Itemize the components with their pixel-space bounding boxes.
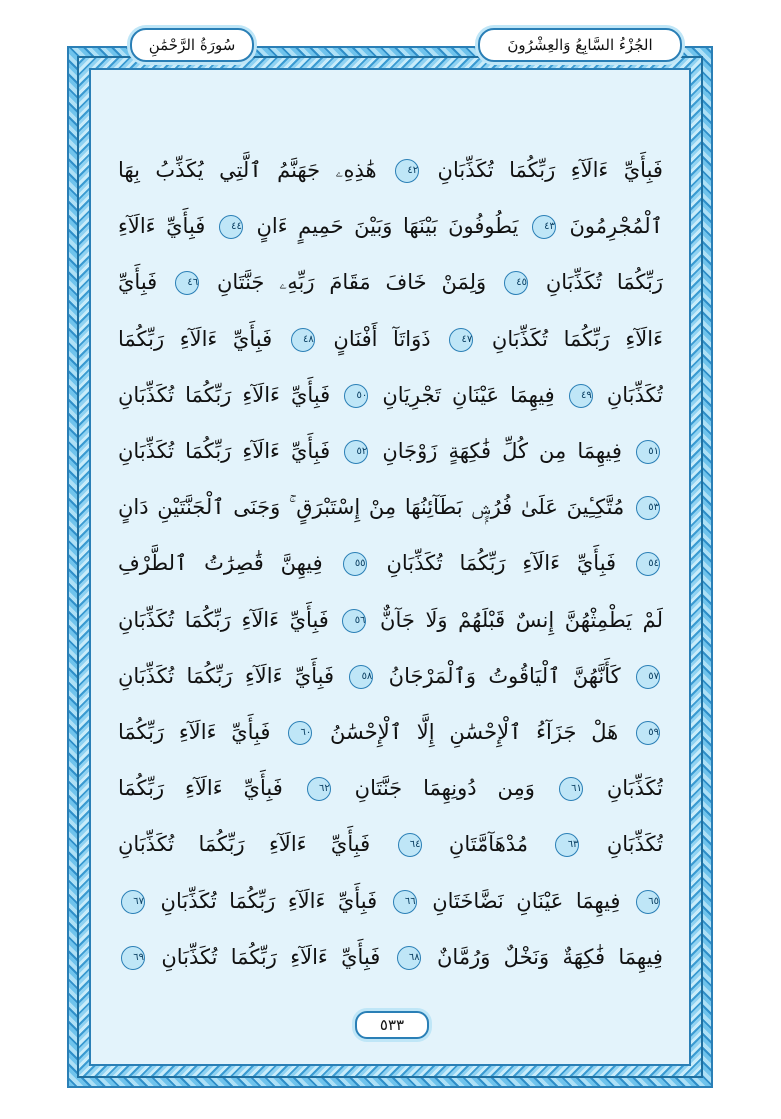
text-line bbox=[118, 426, 663, 476]
verse-text: وَلِمَنْ خَافَ مَقَامَ رَبِّهِۦ جَنَّتَانِ bbox=[216, 270, 487, 295]
text-line bbox=[118, 876, 663, 926]
verse-text: ءَالَآءِ رَبِّكُمَا تُكَذِّبَانِ bbox=[491, 326, 663, 351]
text-line bbox=[118, 932, 663, 982]
text-line bbox=[118, 482, 663, 532]
verse-text: فَبِأَيِّ ءَالَآءِ bbox=[118, 214, 206, 239]
verse-text: فَبِأَيِّ ءَالَآءِ رَبِّكُمَا bbox=[118, 720, 271, 744]
verse-text: فِيهِمَا مِن كُلِّ فَٰكِهَةٍ زَوْجَانِ bbox=[382, 439, 622, 463]
text-line bbox=[118, 538, 663, 588]
text-line bbox=[118, 314, 663, 364]
verse-number-marker: ٥٥ bbox=[343, 552, 367, 576]
verse-number-marker: ٤٣ bbox=[532, 215, 556, 239]
verse-text: هَلْ جَزَآءُ ٱلْإِحْسَٰنِ إِلَّا ٱلْإِحْسَٰنُ bbox=[330, 720, 619, 744]
verse-text: فَبِأَيِّ ءَالَآءِ رَبِّكُمَا تُكَذِّبَانِ bbox=[386, 551, 617, 576]
verse-number-marker: ٥٦ bbox=[342, 609, 366, 633]
verse-number-marker: ٥١ bbox=[636, 440, 660, 464]
verse-text: فَبِأَيِّ ءَالَآءِ رَبِّكُمَا تُكَذِّبَانِ bbox=[118, 607, 329, 632]
verse-text: فَبِأَيِّ ءَالَآءِ رَبِّكُمَا تُكَذِّبَانِ bbox=[161, 944, 381, 969]
verse-number-marker: ٦١ bbox=[559, 777, 583, 801]
verse-text: فَبِأَيِّ ءَالَآءِ رَبِّكُمَا تُكَذِّبَانِ bbox=[118, 832, 371, 857]
text-line bbox=[118, 707, 663, 757]
verse-text: مُتَّكِـِٔينَ عَلَىٰ فُرُشٍۭ بَطَآئِنُهَا مِنْ إِسْتَبْرَقٍ ۚ وَجَنَى ٱلْجَنَّتَيْنِ دَانٍ bbox=[118, 495, 625, 520]
text-line bbox=[118, 145, 663, 195]
verse-number-marker: ٤٧ bbox=[449, 328, 473, 352]
verse-text: فَبِأَيِّ ءَالَآءِ رَبِّكُمَا تُكَذِّبَانِ bbox=[118, 382, 331, 407]
verse-number-marker: ٥٩ bbox=[636, 721, 660, 745]
text-line bbox=[118, 763, 663, 813]
verse-text: يَطُوفُونَ بَيْنَهَا وَبَيْنَ حَمِيمٍ ءَانٍ bbox=[256, 214, 519, 239]
verse-text: تُكَذِّبَانِ bbox=[606, 776, 663, 801]
verse-number-marker: ٦٩ bbox=[121, 946, 145, 970]
verse-number-marker: ٤٨ bbox=[291, 328, 315, 352]
verse-text: مُدْهَآمَّتَانِ bbox=[448, 832, 529, 857]
verse-text: وَمِن دُونِهِمَا جَنَّتَانِ bbox=[354, 776, 535, 801]
surah-title: سُورَةُ الرَّحْمَٰنِ bbox=[130, 28, 254, 62]
text-line bbox=[118, 819, 663, 869]
verse-text-block bbox=[118, 145, 663, 985]
verse-text: فَبِأَيِّ ءَالَآءِ رَبِّكُمَا تُكَذِّبَانِ bbox=[160, 888, 378, 913]
verse-number-marker: ٤٦ bbox=[175, 271, 199, 295]
verse-text: كَأَنَّهُنَّ ٱلْيَاقُوتُ وَٱلْمَرْجَانُ bbox=[388, 663, 621, 688]
verse-number-marker: ٦٣ bbox=[555, 833, 579, 857]
verse-number-marker: ٥٢ bbox=[344, 440, 368, 464]
juz-title: الجُزْءُ السَّابِعُ وَالعِشْرُونَ bbox=[478, 28, 682, 62]
text-line bbox=[118, 370, 663, 420]
verse-number-marker: ٥٠ bbox=[344, 384, 368, 408]
verse-text: فِيهِمَا فَٰكِهَةٌ وَنَخْلٌ وَرُمَّانٌ bbox=[437, 944, 663, 969]
verse-text: فَبِأَيِّ ءَالَآءِ رَبِّكُمَا bbox=[118, 776, 283, 801]
verse-text: هَٰذِهِۦ جَهَنَّمُ ٱلَّتِي يُكَذِّبُ بِهَا bbox=[118, 158, 377, 182]
verse-number-marker: ٥٨ bbox=[349, 665, 373, 689]
verse-number-marker: ٦٦ bbox=[393, 890, 417, 914]
verse-text: فَبِأَيِّ ءَالَآءِ رَبِّكُمَا تُكَذِّبَانِ bbox=[437, 158, 663, 182]
verse-text: فَبِأَيِّ ءَالَآءِ رَبِّكُمَا تُكَذِّبَانِ bbox=[118, 663, 334, 688]
text-line bbox=[118, 595, 663, 645]
verse-text: فَبِأَيِّ ءَالَآءِ رَبِّكُمَا تُكَذِّبَانِ bbox=[118, 439, 331, 463]
verse-text: فِيهِمَا عَيْنَانِ نَضَّاخَتَانِ bbox=[432, 888, 621, 913]
verse-number-marker: ٥٤ bbox=[636, 552, 660, 576]
verse-text: فَبِأَيِّ bbox=[118, 270, 158, 295]
verse-number-marker: ٤٤ bbox=[219, 215, 243, 239]
verse-number-marker: ٦٥ bbox=[636, 890, 660, 914]
verse-number-marker: ٦٨ bbox=[397, 946, 421, 970]
verse-text: تُكَذِّبَانِ bbox=[606, 832, 663, 857]
verse-number-marker: ٦٤ bbox=[398, 833, 422, 857]
verse-text: فَبِأَيِّ ءَالَآءِ رَبِّكُمَا bbox=[118, 326, 273, 351]
verse-text: ذَوَاتَآ أَفْنَانٍ bbox=[333, 326, 431, 351]
verse-number-marker: ٤٩ bbox=[569, 384, 593, 408]
verse-number-marker: ٦٢ bbox=[307, 777, 331, 801]
text-line bbox=[118, 257, 663, 307]
verse-text: رَبِّكُمَا تُكَذِّبَانِ bbox=[545, 270, 663, 295]
verse-text: ٱلْمُجْرِمُونَ bbox=[569, 214, 663, 239]
page-number: ٥٣٣ bbox=[355, 1011, 429, 1039]
verse-number-marker: ٥٧ bbox=[636, 665, 660, 689]
verse-number-marker: ٤٥ bbox=[504, 271, 528, 295]
verse-text: تُكَذِّبَانِ bbox=[606, 382, 663, 407]
verse-number-marker: ٤٢ bbox=[395, 159, 419, 183]
verse-number-marker: ٦٠ bbox=[288, 721, 312, 745]
text-line bbox=[118, 651, 663, 701]
verse-text: لَمْ يَطْمِثْهُنَّ إِنسٌ قَبْلَهُمْ وَلَا جَآنٌّ bbox=[380, 607, 663, 632]
verse-number-marker: ٥٣ bbox=[636, 496, 660, 520]
verse-number-marker: ٦٧ bbox=[121, 890, 145, 914]
verse-text: فِيهِنَّ قَٰصِرَٰتُ ٱلطَّرْفِ bbox=[118, 551, 323, 576]
text-line bbox=[118, 201, 663, 251]
verse-text: فِيهِمَا عَيْنَانِ تَجْرِيَانِ bbox=[382, 382, 555, 407]
